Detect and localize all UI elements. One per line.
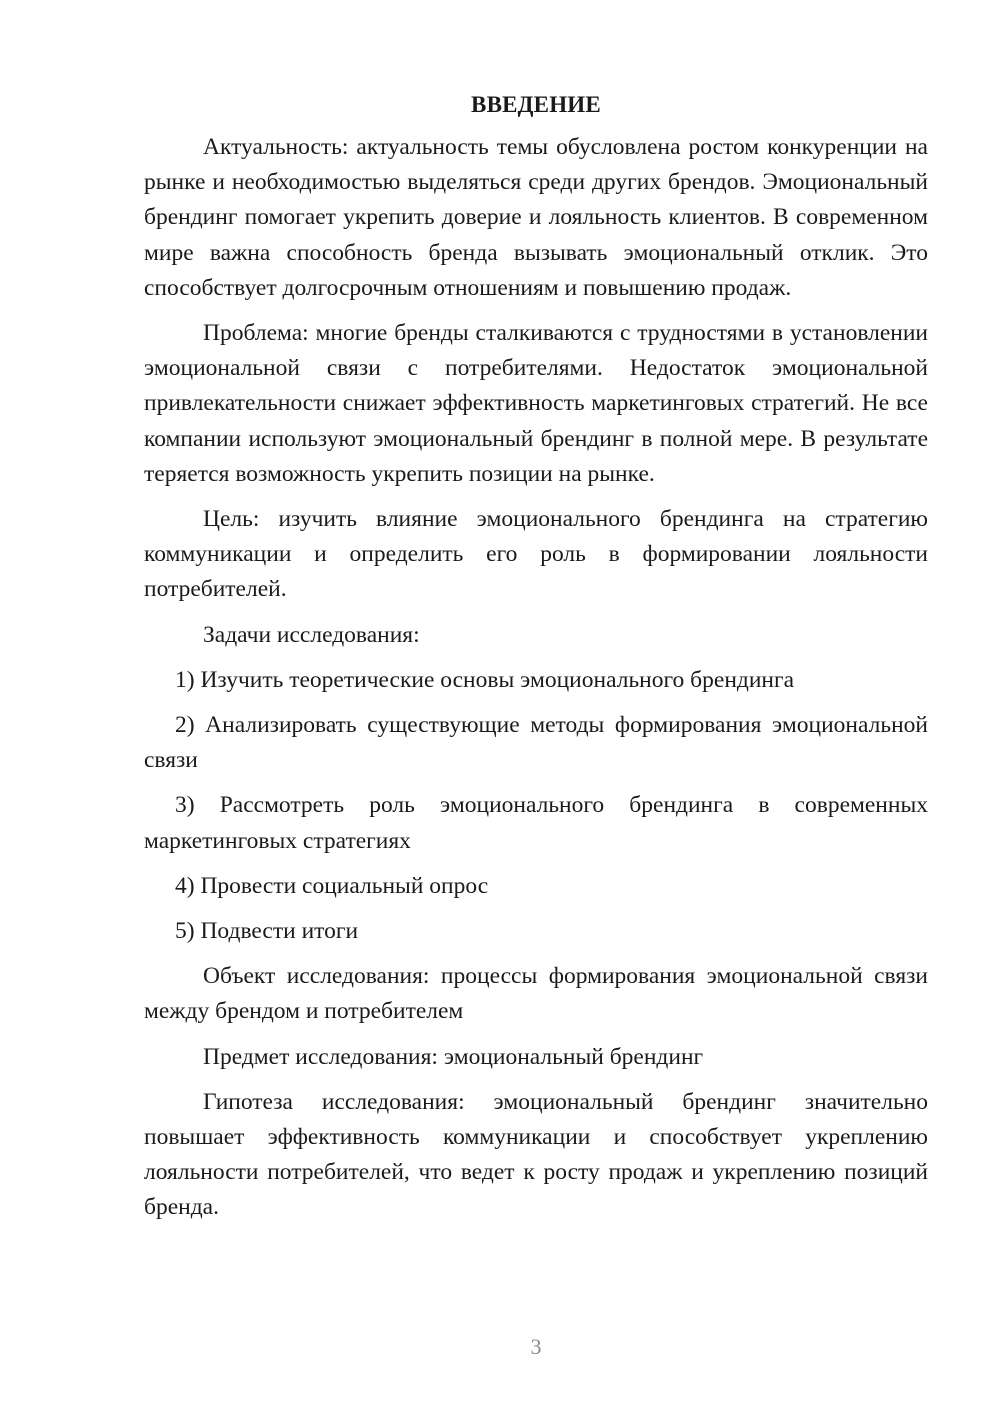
list-item: 1) Изучить теоретические основы эмоционального брендинга [175, 666, 795, 693]
list-item: 2) Анализировать существующие методы формирования эмоциональной связи [144, 712, 928, 774]
section-title: ВВЕДЕНИЕ [471, 92, 601, 117]
paragraph-problem: Проблема: многие бренды сталкиваются с трудностями в установлении эмоциональной связи с потребителями. Недостаток эмоциональной привлекательности снижает эффективность маркетинговых стратегий. Не все компании используют эмоциональный брендинг в полной мере. В результате теряется возможность укрепить позиции на рынке. [144, 320, 928, 487]
list-item: 5) Подвести итоги [175, 918, 359, 945]
paragraph-object: Объект исследования: процессы формирования эмоциональной связи между брендом и потребителем [144, 963, 928, 1025]
paragraph-relevance: Актуальность: актуальность темы обусловлена ростом конкуренции на рынке и необходимостью выделяться среди других брендов. Эмоциональный брендинг помогает укрепить доверие и лояльность клиентов. В современном мире важна способность бренда вызывать эмоциональный отклик. Это способствует долгосрочным отношениям и повышению продаж. [144, 134, 928, 301]
tasks-list [144, 663, 928, 949]
page-number: 3 [530, 1334, 542, 1359]
document-page [144, 90, 928, 1236]
list-item: 4) Провести социальный опрос [175, 872, 489, 899]
list-item: 3) Рассмотреть роль эмоционального брендинга в современных маркетинговых стратегиях [144, 792, 928, 854]
paragraph-hypothesis: Гипотеза исследования: эмоциональный брендинг значительно повышает эффективность коммуникации и способствует укреплению лояльности потребителей, что ведет к росту продаж и укреплению позиций бренда. [144, 1088, 928, 1221]
tasks-heading: Задачи исследования: [203, 621, 420, 648]
paragraph-subject: Предмет исследования: эмоциональный брендинг [203, 1043, 704, 1070]
paragraph-goal: Цель: изучить влияние эмоционального брендинга на стратегию коммуникации и определить его роль в формировании лояльности потребителей. [144, 506, 928, 603]
